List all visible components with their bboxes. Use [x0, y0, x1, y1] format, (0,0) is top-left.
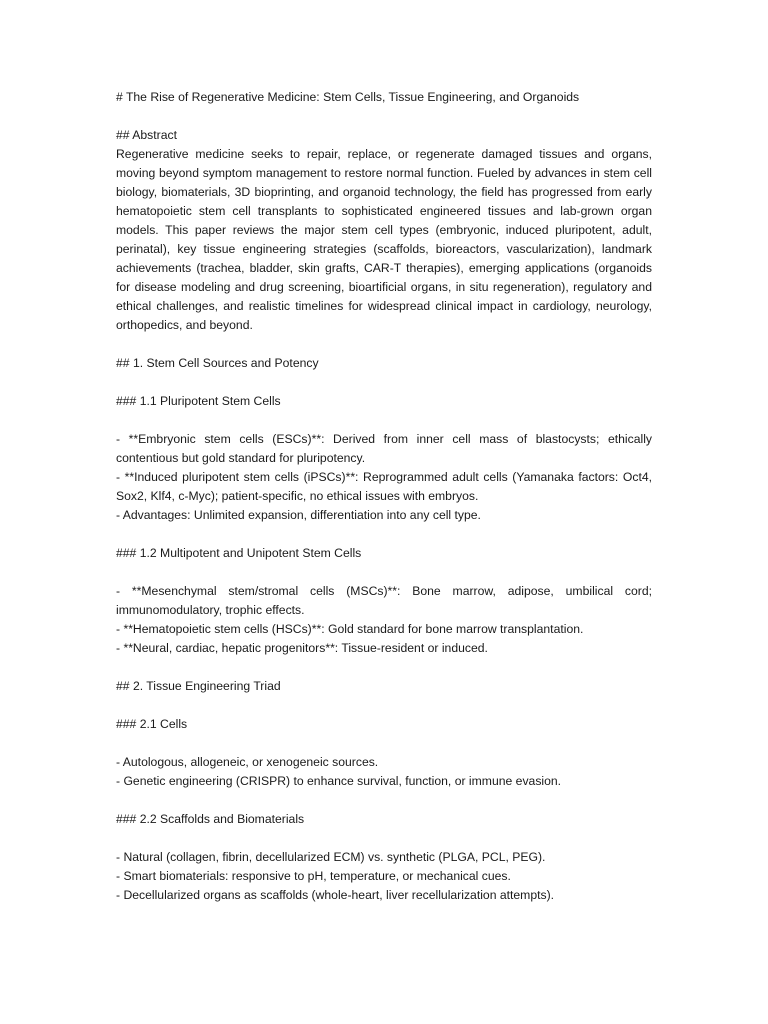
list-item: - Natural (collagen, fibrin, decellularized ECM) vs. synthetic (PLGA, PCL, PEG). [116, 850, 546, 864]
section-2-2-heading: ### 2.2 Scaffolds and Biomaterials [116, 812, 305, 826]
list-item: - **Hematopoietic stem cells (HSCs)**: Gold standard for bone marrow transplantation. [116, 622, 584, 636]
document-title: # The Rise of Regenerative Medicine: Stem Cells, Tissue Engineering, and Organoids [116, 90, 580, 104]
section-1-1-heading: ### 1.1 Pluripotent Stem Cells [116, 394, 281, 408]
section-1-heading: ## 1. Stem Cell Sources and Potency [116, 356, 319, 370]
list-item: - **Induced pluripotent stem cells (iPSCs)**: Reprogrammed adult cells (Yamanaka factors: Oct4, Sox2, Klf4, c-Myc); patient-specific, no ethical issues with embryos. [116, 470, 652, 503]
section-2-1-heading: ### 2.1 Cells [116, 717, 188, 731]
section-2-heading: ## 2. Tissue Engineering Triad [116, 679, 281, 693]
list-item: - Genetic engineering (CRISPR) to enhance survival, function, or immune evasion. [116, 774, 562, 788]
section-1-1-list [116, 430, 652, 525]
section-1-2-list [116, 582, 652, 658]
abstract-paragraph: Regenerative medicine seeks to repair, replace, or regenerate damaged tissues and organs, moving beyond symptom management to restore normal function. Fueled by advances in stem cell biology, biomaterials, 3D bioprinting, and organoid technology, the field has progressed from early hematopoietic stem cell transplants to sophisticated engineered tissues and lab-grown organ models. This paper reviews the major stem cell types (embryonic, induced pluripotent, adult, perinatal), key tissue engineering strategies (scaffolds, bioreactors, vascularization), landmark achievements (trachea, bladder, skin grafts, CAR-T therapies), emerging applications (organoids for disease modeling and drug screening, bioartificial organs, in situ regeneration), regulatory and ethical challenges, and realistic timelines for widespread clinical impact in cardiology, neurology, orthopedics, and beyond. [116, 147, 652, 332]
list-item: - **Embryonic stem cells (ESCs)**: Derived from inner cell mass of blastocysts; ethically contentious but gold standard for pluripotency. [116, 432, 652, 465]
section-2-2-list [116, 848, 652, 905]
list-item: - **Mesenchymal stem/stromal cells (MSCs)**: Bone marrow, adipose, umbilical cord; immunomodulatory, trophic effects. [116, 584, 652, 617]
abstract-heading: ## Abstract [116, 128, 177, 142]
document-page [116, 88, 652, 905]
list-item: - Advantages: Unlimited expansion, differentiation into any cell type. [116, 508, 481, 522]
list-item: - **Neural, cardiac, hepatic progenitors**: Tissue-resident or induced. [116, 641, 488, 655]
section-2-1-list [116, 753, 652, 791]
list-item: - Smart biomaterials: responsive to pH, temperature, or mechanical cues. [116, 869, 511, 883]
list-item: - Autologous, allogeneic, or xenogeneic sources. [116, 755, 379, 769]
list-item: - Decellularized organs as scaffolds (whole-heart, liver recellularization attempts). [116, 888, 555, 902]
section-1-2-heading: ### 1.2 Multipotent and Unipotent Stem Cells [116, 546, 362, 560]
